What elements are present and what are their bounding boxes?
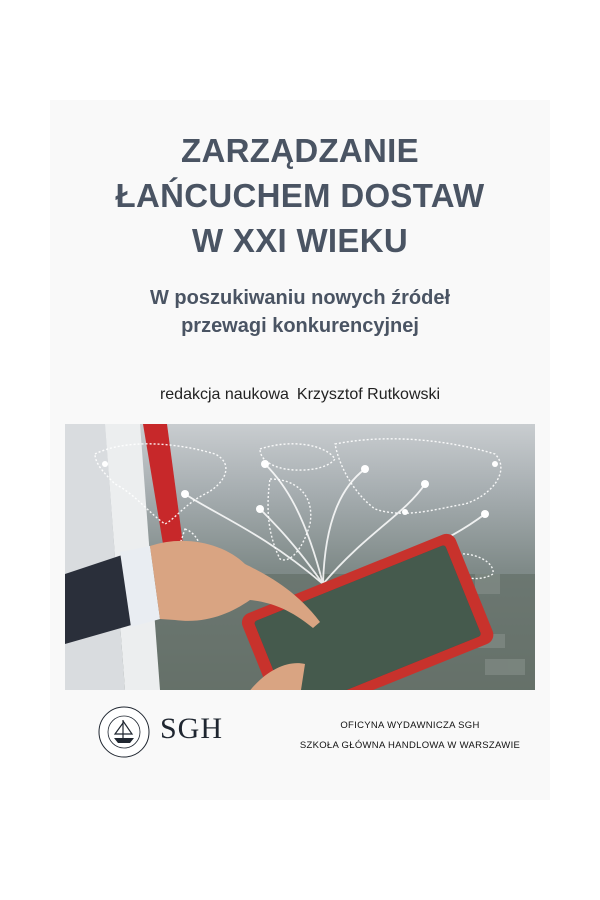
subtitle-line-2: przewagi konkurencyjnej [181,315,419,337]
cover-photo [65,424,535,690]
book-cover [50,100,550,800]
book-subtitle [50,284,550,340]
editor-credit [50,384,550,406]
book-title [50,128,550,263]
publisher-line-2: SZKOŁA GŁÓWNA HANDLOWA W WARSZAWIE [299,740,521,751]
sgh-seal-icon [98,706,150,758]
sgh-logo [98,706,238,762]
title-line-2: ŁAŃCUCHEM DOSTAW [115,177,485,214]
editor-name: Krzysztof Rutkowski [296,386,441,403]
title-line-3: W XXI WIEKU [192,222,408,259]
publisher-line-1: OFICYNA WYDAWNICZA SGH [340,720,480,731]
subtitle-line-1: W poszukiwaniu nowych źródeł [149,287,451,309]
world-map-tablet-photo-icon [65,424,535,690]
editor-label: redakcja naukowa [159,386,289,403]
title-line-1: ZARZĄDZANIE [181,132,419,169]
sgh-logo-text: SGH [160,712,224,745]
publisher-info [290,716,530,756]
